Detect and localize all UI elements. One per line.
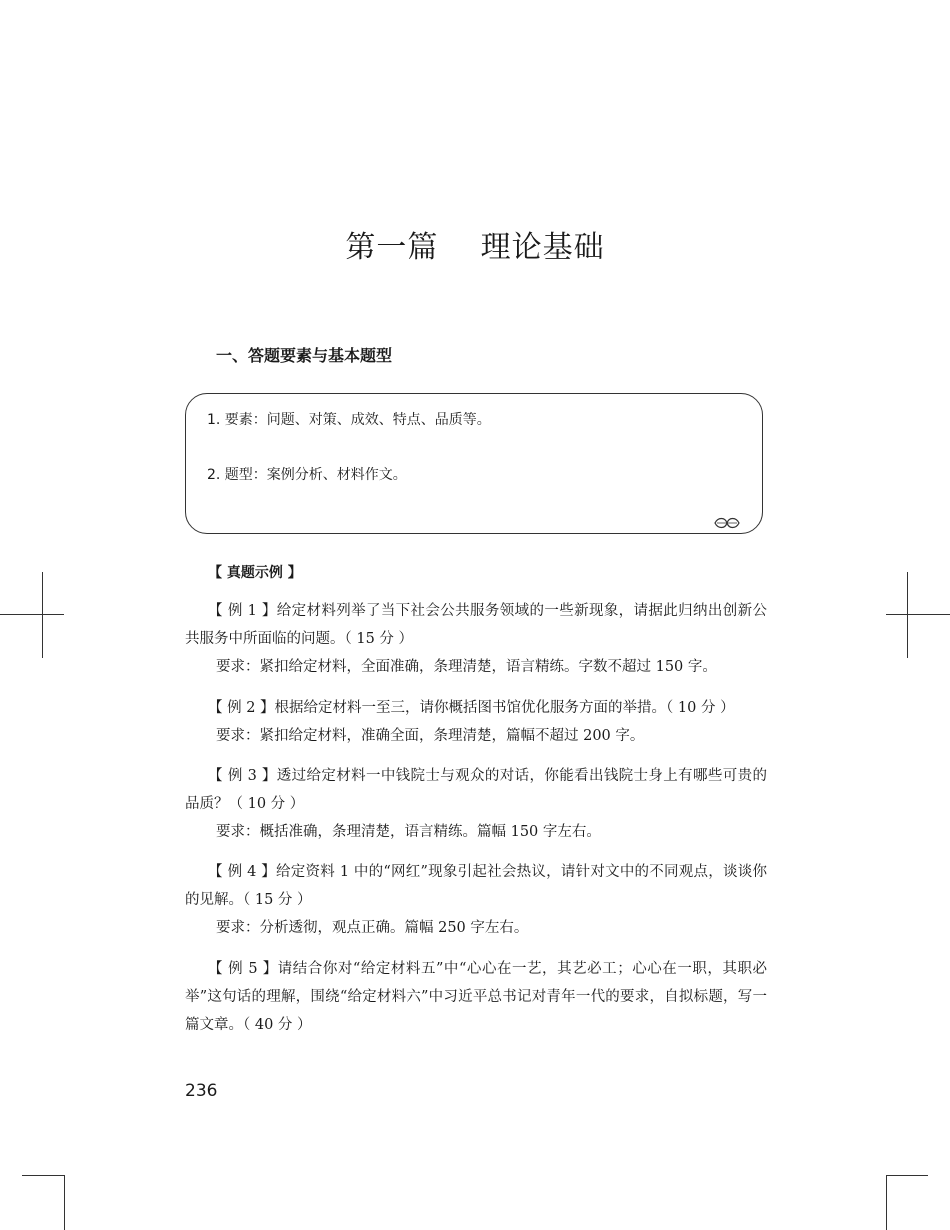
example-5 [185, 955, 767, 1039]
crop-mark-left-horizontal [0, 614, 64, 615]
example-4 [185, 858, 767, 942]
real-examples-title: 【 真题示例 】 [208, 565, 302, 581]
example-2-requirement: 要求：紧扣给定材料，准确全面，条理清楚，篇幅不超过 200 字。 [216, 728, 645, 744]
crop-mark-right-horizontal [886, 614, 950, 615]
part-title: 第一篇 理论基础 [345, 230, 605, 265]
crop-mark-left-vertical [42, 572, 43, 658]
crop-mark-bottom-right-vertical [886, 1175, 887, 1230]
summary-item-elements: 1. 要素：问题、对策、成效、特点、品质等。 [207, 412, 491, 428]
example-3-requirement: 要求：概括准确，条理清楚，语言精练。篇幅 150 字左右。 [216, 824, 601, 840]
example-2-text: 【 例 2 】根据给定材料一至三，请你概括图书馆优化服务方面的举措。（ 10 分 ） [208, 700, 735, 716]
page-number: 236 [185, 1081, 218, 1101]
example-2 [185, 694, 767, 750]
summary-item-question-types: 2. 题型：案例分析、材料作文。 [207, 467, 407, 483]
crop-mark-bottom-left-vertical [64, 1175, 65, 1230]
leaf-icon [714, 517, 740, 529]
crop-mark-bottom-left-horizontal [22, 1175, 64, 1176]
example-1-requirement: 要求：紧扣给定材料，全面准确，条理清楚，语言精练。字数不超过 150 字。 [216, 659, 717, 675]
crop-mark-bottom-right-horizontal [886, 1175, 928, 1176]
summary-box [185, 393, 763, 534]
crop-mark-right-vertical [907, 572, 908, 658]
example-3 [185, 762, 767, 846]
example-4-requirement: 要求：分析透彻，观点正确。篇幅 250 字左右。 [216, 920, 529, 936]
example-1 [185, 597, 767, 681]
example-5-text: 【 例 5 】请结合你对“给定材料五”中“心心在一艺，其艺必工；心心在一职，其职必举”这句话的理解，围绕“给定材料六”中习近平总书记对青年一代的要求，自拟标题，写一篇文章。（ 40 分 ） [185, 961, 767, 1033]
section-title: 一、答题要素与基本题型 [216, 346, 393, 365]
example-3-text: 【 例 3 】透过给定材料一中钱院士与观众的对话，你能看出钱院士身上有哪些可贵的品质？（ 10 分 ） [185, 768, 767, 812]
example-4-text: 【 例 4 】给定资料 1 中的“网红”现象引起社会热议，请针对文中的不同观点，谈谈你的见解。（ 15 分 ） [185, 864, 767, 908]
example-1-text: 【 例 1 】给定材料列举了当下社会公共服务领域的一些新现象，请据此归纳出创新公共服务中所面临的问题。（ 15 分 ） [185, 603, 767, 647]
